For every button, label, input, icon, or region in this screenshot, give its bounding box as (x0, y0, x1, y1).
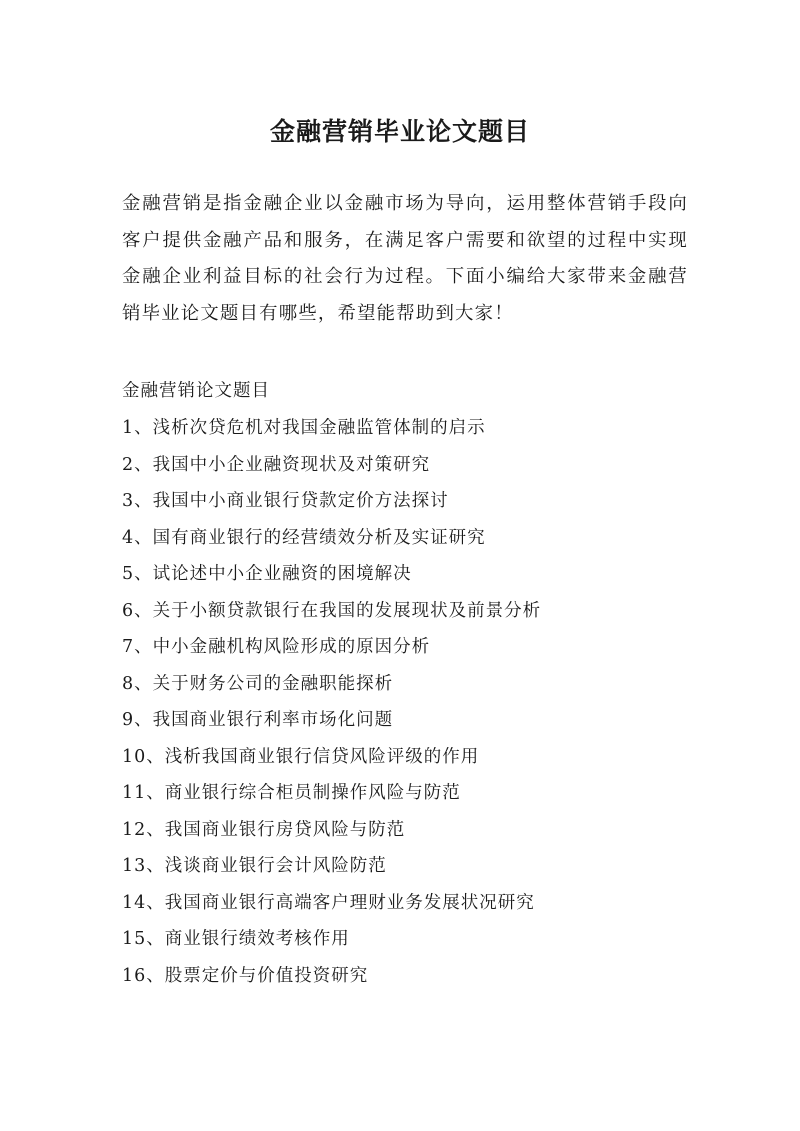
list-item: 13、浅谈商业银行会计风险防范 (122, 856, 387, 876)
list-item: 3、我国中小商业银行贷款定价方法探讨 (122, 491, 449, 511)
list-item: 2、我国中小企业融资现状及对策研究 (122, 454, 431, 475)
list-item: 4、国有商业银行的经营绩效分析及实证研究 (122, 527, 486, 548)
list-item: 8、关于财务公司的金融职能探析 (122, 673, 394, 694)
list-item: 5、试论述中小企业融资的困境解决 (122, 564, 412, 584)
list-item: 15、商业银行绩效考核作用 (122, 929, 350, 949)
intro-paragraph: 金融营销是指金融企业以金融市场为导向，运用整体营销手段向客户提供金融产品和服务，在满足客户需要和欲望的过程中实现金融企业利益目标的社会行为过程。下面小编给大家带来金融营销毕业论文题目有哪些，希望能帮助到大家！ (122, 193, 688, 324)
list-item: 6、关于小额贷款银行在我国的发展现状及前景分析 (122, 600, 542, 621)
list-item: 14、我国商业银行高端客户理财业务发展状况研究 (122, 892, 535, 913)
list-item: 9、我国商业银行利率市场化问题 (122, 710, 394, 730)
list-item: 16、股票定价与价值投资研究 (122, 965, 369, 986)
list-item: 10、浅析我国商业银行信贷风险评级的作用 (122, 746, 480, 767)
list-item: 1、浅析次贷危机对我国金融监管体制的启示 (122, 418, 486, 438)
topic-list (122, 410, 541, 994)
document-title: 金融营销毕业论文题目 (269, 116, 530, 146)
list-item: 11、商业银行综合柜员制操作风险与防范 (122, 783, 461, 803)
list-item: 7、中小金融机构风险形成的原因分析 (122, 637, 431, 657)
topic-list-heading: 金融营销论文题目 (122, 381, 270, 401)
list-item: 12、我国商业银行房贷风险与防范 (122, 819, 406, 840)
